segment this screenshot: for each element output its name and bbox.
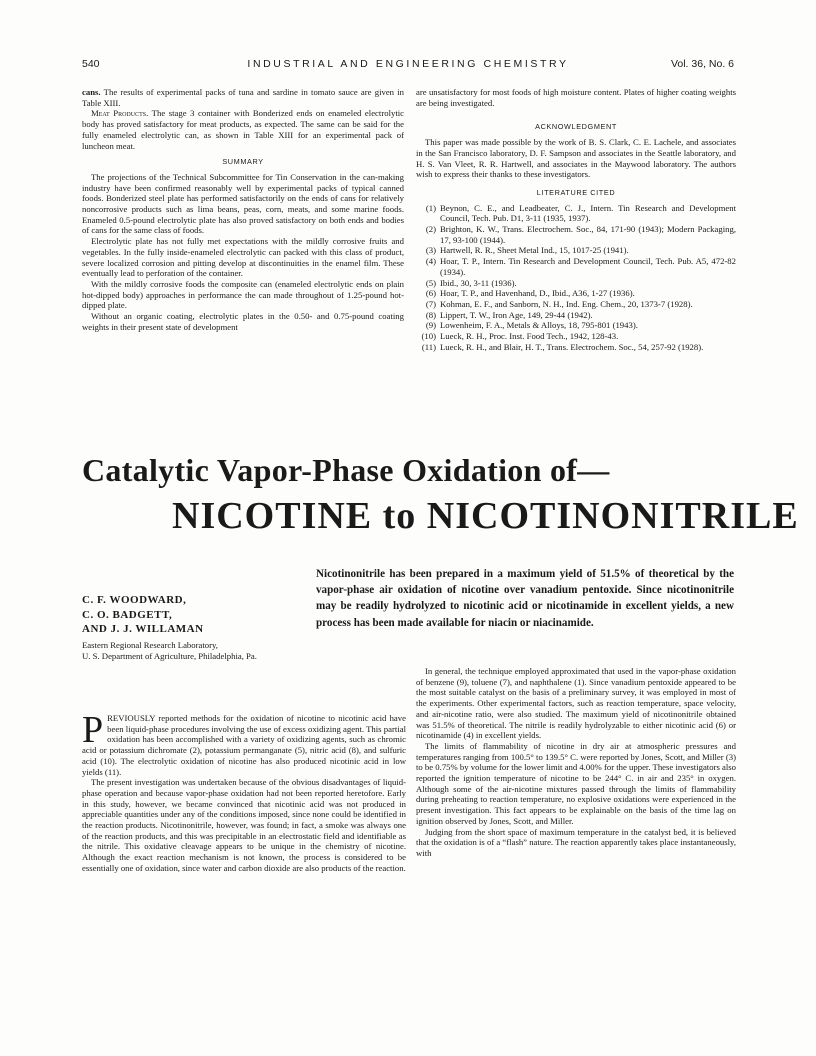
- affiliation: [82, 640, 322, 662]
- paragraph: This paper was made possible by the work of B. S. Clark, C. E. Lachele, and associates in the San Francisco laboratory, D. F. Sampson and associates in the Seattle laboratory, and H. S. Van Vleet, R. R. Hartwell, and associates in the Maywood laboratory. The authors wish to express their thanks to these investigators.: [416, 137, 736, 180]
- paragraph: [82, 709, 406, 777]
- paragraph-text: REVIOUSLY reported methods for the oxidation of nicotine to nicotinic acid have been liquid-phase procedures involving the use of excess oxidizing agent. This partial oxidation has been accomplished with a variety of oxidizing agents, such as chromic acid or potassium dichromate (2), potassium permanganate (5), nitric acid (8), and sulfuric acid (10). The electrolytic oxidation of nicotine has also produced nicotinic acid in low yields (11).: [82, 713, 406, 777]
- reference-item: [416, 256, 736, 277]
- paragraph: The projections of the Technical Subcommittee for Tin Conservation in the can-making industry have been confirmed reasonably well by experimental packs of typical canned foods. Bonderized steel plate has performed satisfactorily on the ends of cans for relatively noncorrosive products such as lima beans, peas, corn, meats, and some marine foods. Enameled 0.5-pound electrolytic plate has also proved satisfactory on both ends and bodies of cans for the same class of foods.: [82, 171, 404, 236]
- reference-item: [416, 245, 736, 256]
- reference-text: Lowenheim, F. A., Metals & Alloys, 18, 795-801 (1943).: [440, 320, 638, 331]
- literature-heading: LITERATURE CITED: [536, 187, 616, 197]
- paragraph: The limits of flammability of nicotine in dry air at atmospheric pressures and temperatures ranging from 100.5° to 139.5° C. were reported by Jones, Scott, and Miller (3) to be 0.75% by volume for the lower limit and 4.00% for the upper. These investigators also reported the ignition temperature of nicotine to be 244° C. in air and 235° in oxygen. Although some of the air-nicotine mixtures passed through the limits of flammability during preheating to reaction temperature, no explosive oxidations were experienced in the present investigation. This fact appears to be explainable on the basis of the time lag on ignition observed by Jones, Scott, and Miller.: [416, 740, 737, 826]
- paragraph: With the mildly corrosive foods the composite can (enameled electrolytic ends on plain hot-dipped body) approaches in performance the can made throughout of 1.25-pound hot-dipped plate.: [82, 278, 404, 311]
- paragraph: [82, 108, 404, 151]
- journal-title: INDUSTRIAL AND ENGINEERING CHEMISTRY: [247, 58, 569, 70]
- paragraph: The present investigation was undertaken because of the obvious disadvantages of liquid-phase operation and because vapor-phase oxidation had not been reported heretofore. Early in this study, however, we became convinced that nicotinic acid was not produced in appreciable quantities under any of the conditions imposed, since none could be identified in the reaction products. Nicotinonitrile, however, was found; in fact, a smoke was always one of the reaction products, and this was precipitable in an electrostatic field and identifiable as the nitrile. This oxidative cleavage appears to be unique in the chemistry of nicotine. Although the exact reaction mechanism is not known, the process is considered to be essentially one of oxidation, since water and carbon dioxide are also products of the reaction.: [82, 777, 406, 873]
- acknowledgment-heading: ACKNOWLEDGMENT: [535, 122, 617, 132]
- reference-number: (4): [425, 256, 436, 267]
- reference-list: [416, 203, 736, 353]
- reference-number: (2): [425, 224, 436, 235]
- paragraph-lead: cans.: [82, 87, 101, 97]
- reference-text: Hoar, T. P., and Havenhand, D., Ibid., A36, 1-27 (1936).: [440, 288, 635, 299]
- paragraph: Without an organic coating, electrolytic plates in the 0.50- and 0.75-pound coating weights in their present state of development: [82, 311, 404, 332]
- top-left-column: [82, 87, 404, 332]
- author-name: C. O. BADGETT,: [82, 608, 173, 621]
- summary-heading: SUMMARY: [222, 157, 264, 167]
- drop-cap: P: [82, 709, 104, 751]
- reference-text: Hartwell, R. R., Sheet Metal Ind., 15, 1017-25 (1941).: [440, 245, 629, 256]
- reference-number: (9): [425, 320, 436, 331]
- affiliation-line: U. S. Department of Agriculture, Philadelphia, Pa.: [82, 651, 257, 661]
- reference-item: [416, 342, 736, 353]
- reference-number: (7): [425, 298, 436, 309]
- paragraph-text: The results of experimental packs of tuna and sardine in tomato sauce are given in Table XIII.: [82, 87, 405, 108]
- reference-number: (3): [425, 245, 436, 256]
- reference-text: Lueck, R. H., and Blair, H. T., Trans. Electrochem. Soc., 54, 257-92 (1928).: [440, 341, 704, 352]
- paragraph: In general, the technique employed approximated that used in the vapor-phase oxidation of benzene (9), toluene (7), and naphthalene (1). Since vanadium pentoxide appeared to be the most suitable catalyst on the basis of a preliminary survey, it was employed in most of the experiments. Other experimental factors, such as reaction temperature, space velocity, and air-nicotine ratio, were also studied. The maximum yield of nicotinonitrile obtained was 51.5% of theoretical. The nitrile is readily hydrolyzable to either nicotinic acid (6) or nicotinamide (4) in excellent yields.: [416, 666, 736, 741]
- reference-item: [416, 278, 736, 289]
- running-header: [82, 58, 734, 72]
- abstract: Nicotinonitrile has been prepared in a maximum yield of 51.5% of theoretical by the vapor-phase air oxidation of nicotine over vanadium pentoxide. Since nicotinonitrile may be readily hydrolyzed to nicotinic acid or nicotinamide in excellent yields, a new process has been made available for niacin or niacinamide.: [316, 568, 734, 629]
- reference-number: (5): [425, 277, 436, 288]
- section-lead: Meat Products.: [91, 108, 149, 119]
- author-block: [82, 593, 312, 637]
- body-left-column: [82, 709, 406, 874]
- article-title-line1: Catalytic Vapor-Phase Oxidation of—: [82, 452, 610, 488]
- reference-item: [416, 288, 736, 299]
- top-right-column: [416, 87, 736, 352]
- paragraph: [82, 87, 404, 108]
- article-title-line2: NICOTINE to NICOTINONITRILE: [172, 495, 799, 537]
- reference-item: [416, 320, 736, 331]
- reference-number: (6): [425, 288, 436, 299]
- reference-number: (11): [421, 341, 436, 352]
- reference-number: (8): [425, 309, 436, 320]
- author-name: C. F. WOODWARD,: [82, 594, 187, 606]
- body-right-column: [416, 666, 736, 859]
- affiliation-line: Eastern Regional Research Laboratory,: [82, 640, 218, 650]
- reference-text: Lueck, R. H., Proc. Inst. Food Tech., 1942, 128-43.: [440, 331, 619, 342]
- reference-item: [416, 224, 736, 245]
- reference-item: [416, 331, 736, 342]
- reference-text: Lippert, T. W., Iron Age, 149, 29-44 (1942).: [440, 309, 593, 320]
- reference-text: Kohman, E. F., and Sanborn, N. H., Ind. Eng. Chem., 20, 1373-7 (1928).: [440, 298, 693, 309]
- paragraph: Judging from the short space of maximum temperature in the catalyst bed, it is believed that the oxidation is of a “flash” nature. The reaction apparently takes place instantaneously, with: [416, 826, 736, 858]
- reference-text: Brighton, K. W., Trans. Electrochem. Soc., 84, 171-90 (1943); Modern Packaging, 17, 93-100 (1944).: [440, 224, 736, 245]
- reference-number: (1): [425, 202, 436, 213]
- reference-item: [416, 203, 736, 224]
- reference-number: (10): [421, 331, 436, 342]
- reference-item: [416, 299, 736, 310]
- reference-text: Hoar, T. P., Intern. Tin Research and Development Council, Tech. Pub. A5, 472-82 (1934).: [440, 256, 736, 277]
- paragraph: Electrolytic plate has not fully met expectations with the mildly corrosive fruits and vegetables. In the fully inside-enameled electrolytic can packed with this class of product, severe localized corrosion and pitting develop at discontinuities in the enamel film. These eventually lead to perforation of the container.: [82, 236, 404, 279]
- reference-text: Ibid., 30, 3-11 (1936).: [440, 277, 517, 288]
- reference-item: [416, 310, 736, 321]
- volume-info: Vol. 36, No. 6: [670, 58, 734, 70]
- page-number: 540: [82, 58, 100, 70]
- paragraph: are unsatisfactory for most foods of high moisture content. Plates of higher coating weights are being investigated.: [416, 87, 736, 108]
- author-name: AND J. J. WILLAMAN: [82, 623, 204, 635]
- reference-text: Beynon, C. E., and Leadbeater, C. J., Intern. Tin Research and Development Council, Tech. Pub. D1, 3-11 (1935, 1937).: [440, 202, 736, 224]
- paragraph-text: The stage 3 container with Bonderized ends on enameled electrolytic body has proved satisfactory for meat products, as expected. The same can be said for the fully enameled electrolytic can, as shown in Table XIII for an experimental pack of luncheon meat.: [82, 108, 405, 151]
